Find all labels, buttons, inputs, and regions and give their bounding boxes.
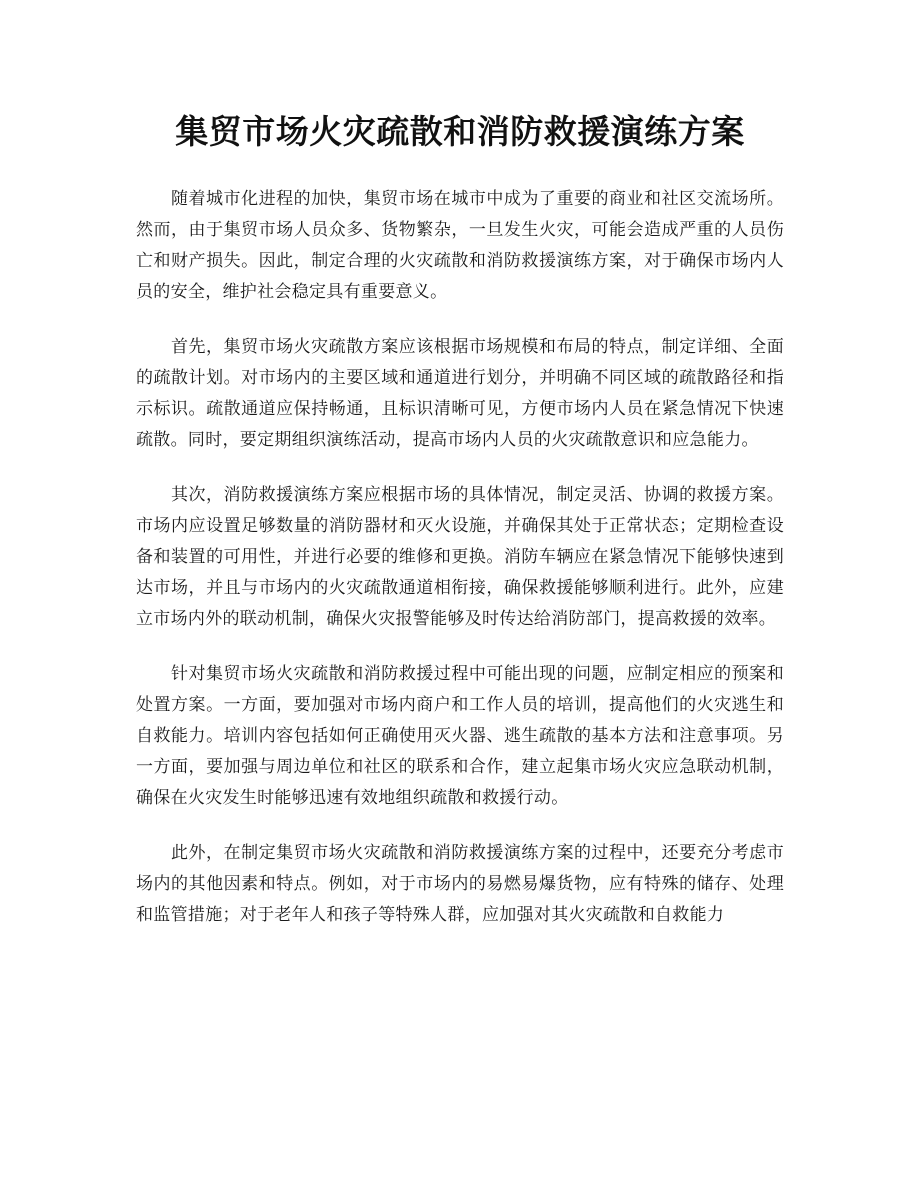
document-title: 集贸市场火灾疏散和消防救援演练方案 (175, 112, 745, 151)
document-body (136, 184, 784, 955)
paragraph: 针对集贸市场火灾疏散和消防救援过程中可能出现的问题，应制定相应的预案和处置方案。一方面，要加强对市场内商户和工作人员的培训，提高他们的火灾逃生和自救能力。培训内容包括如何正确使用灭火器、逃生疏散的基本方法和注意事项。另一方面，要加强与周边单位和社区的联系和合作，建立起集市场火灾应急联动机制，确保在火灾发生时能够迅速有效地组织疏散和救援行动。 (136, 664, 784, 808)
paragraph: 首先，集贸市场火灾疏散方案应该根据市场规模和布局的特点，制定详细、全面的疏散计划。对市场内的主要区域和通道进行划分，并明确不同区域的疏散路径和指示标识。疏散通道应保持畅通，且标识清晰可见，方便市场内人员在紧急情况下快速疏散。同时，要定期组织演练活动，提高市场内人员的火灾疏散意识和应急能力。 (136, 337, 784, 450)
paragraph: 此外，在制定集贸市场火灾疏散和消防救援演练方案的过程中，还要充分考虑市场内的其他因素和特点。例如，对于市场内的易燃易爆货物，应有特殊的储存、处理和监管措施；对于老年人和孩子等特殊人群，应加强对其火灾疏散和自救能力 (136, 843, 784, 925)
paragraph: 其次，消防救援演练方案应根据市场的具体情况，制定灵活、协调的救援方案。市场内应设置足够数量的消防器材和灭火设施，并确保其处于正常状态；定期检查设备和装置的可用性，并进行必要的维修和更换。消防车辆应在紧急情况下能够快速到达市场，并且与市场内的火灾疏散通道相衔接，确保救援能够顺利进行。此外，应建立市场内外的联动机制，确保火灾报警能够及时传达给消防部门，提高救援的效率。 (136, 485, 784, 629)
paragraph: 随着城市化进程的加快，集贸市场在城市中成为了重要的商业和社区交流场所。然而，由于集贸市场人员众多、货物繁杂，一旦发生火灾，可能会造成严重的人员伤亡和财产损失。因此，制定合理的火灾疏散和消防救援演练方案，对于确保市场内人员的安全，维护社会稳定具有重要意义。 (136, 189, 784, 302)
